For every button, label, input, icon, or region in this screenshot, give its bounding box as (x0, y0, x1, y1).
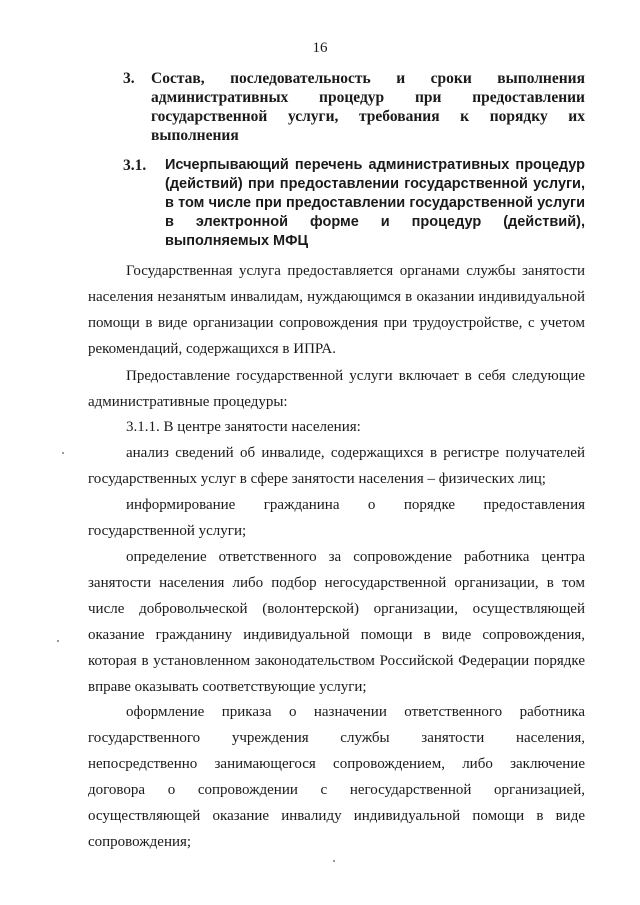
paragraph-determination: определение ответственного за сопровождение работника центра занятости населения либо подбор негосударственной организации, в том числе добровольческой (волонтерской) организации, осуществляющей оказание гражданину индивидуальной помощи в виде сопровождения, которая в установленном законодательством Российской Федерации порядке вправе оказывать соответствующие услуги; (88, 549, 585, 695)
paragraph-order-registration: оформление приказа о назначении ответственного работника государственного учреждения службы занятости населения, непосредственно занимающегося сопровождением, либо заключение договора о сопровождении с негосударственной организацией, осуществляющей оказание инвалиду индивидуальной помощи в виде сопровождения; (88, 704, 585, 850)
paragraph-informing: информирование гражданина о порядке предоставления государственной услуги; (88, 497, 585, 539)
scan-speck (62, 452, 64, 454)
section-3-1-title: Исчерпывающий перечень административных процедур (действий) при предоставлении государственной услуги, в том числе при предоставлении государственной услуги в электронной форме и процедур (действий), выполняемых МФЦ (165, 157, 585, 249)
scan-speck (57, 640, 59, 642)
page-number: 16 (312, 40, 328, 56)
scan-speck (333, 860, 335, 862)
section-3-heading (123, 69, 585, 149)
paragraph-service-description: Государственная услуга предоставляется органами службы занятости населения незанятым инвалидам, нуждающимся в оказании индивидуальной помощи в виде организации сопровождения при трудоустройстве, с учетом рекомендаций, содержащихся в ИПРА. (88, 263, 585, 357)
section-3-title: Состав, последовательность и сроки выполнения административных процедур при предоставлении государственной услуги, требования к порядку их выполнения (151, 70, 585, 144)
paragraph-employment-center: 3.1.1. В центре занятости населения: (126, 419, 361, 435)
paragraph-procedures-intro: Предоставление государственной услуги включает в себя следующие административные процедуры: (88, 368, 585, 410)
section-3-1-heading (123, 156, 585, 256)
section-3-number: 3. (123, 70, 135, 87)
section-3-1-number: 3.1. (123, 157, 147, 174)
paragraph-analysis: анализ сведений об инвалиде, содержащихся в регистре получателей государственных услуг в сфере занятости населения – физических лиц; (88, 445, 585, 487)
